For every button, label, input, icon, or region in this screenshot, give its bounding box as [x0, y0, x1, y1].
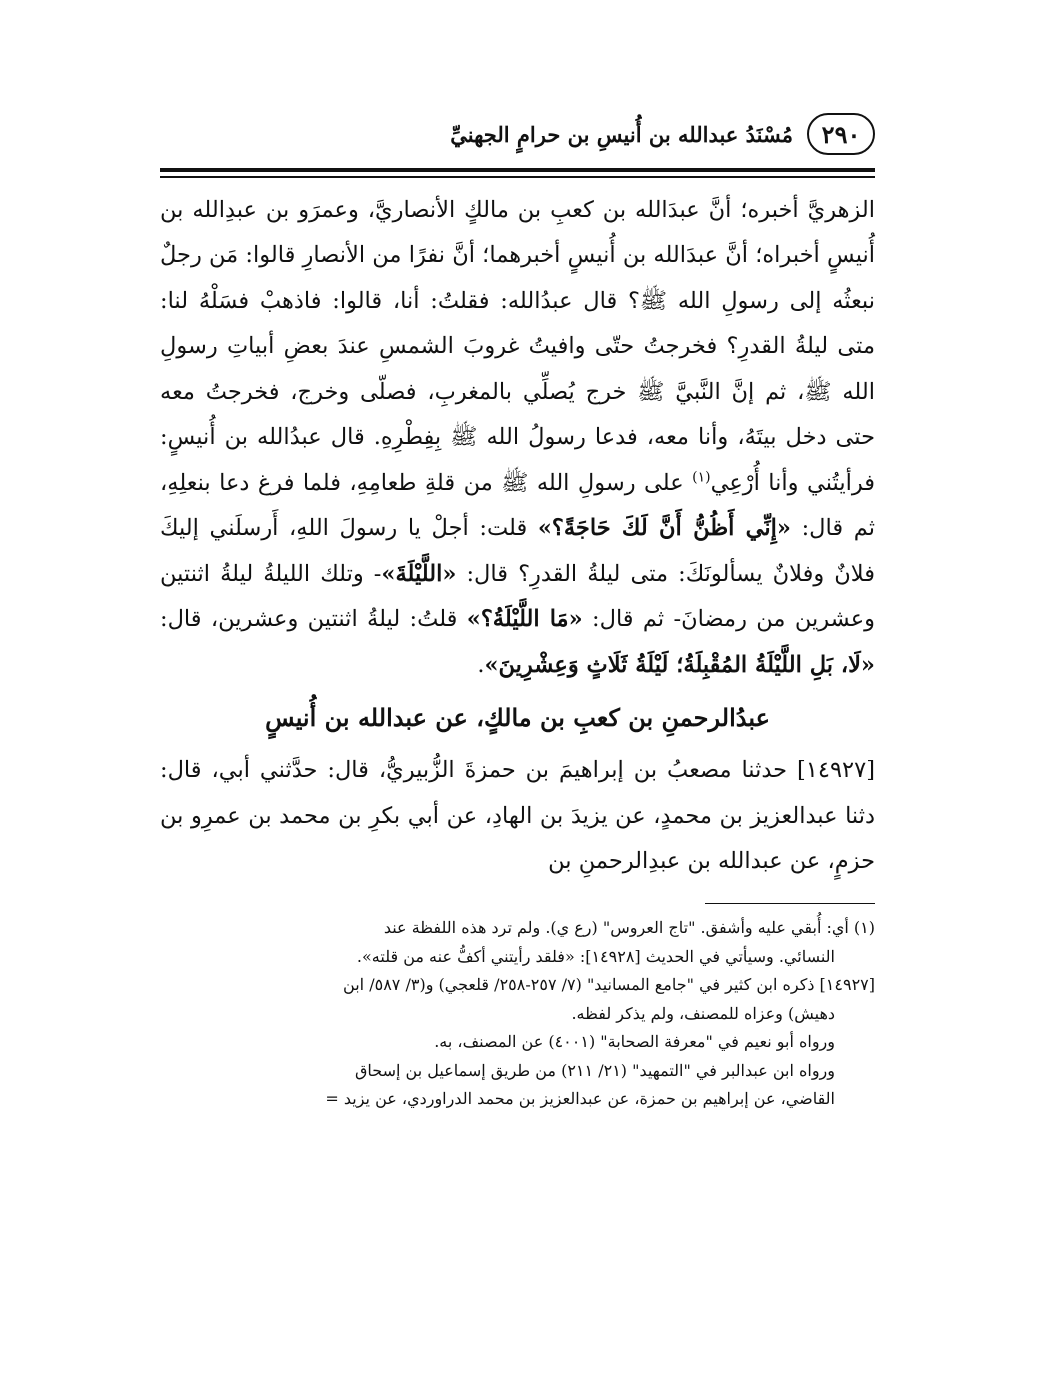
text-run: الزهريَّ أخبره؛ أنَّ عبدَالله بن كعبِ بن مالكٍ الأنصاريَّ، وعمرَو بن عبدِالله بن أُنيسٍ أخبراه؛ أنَّ عبدَالله بن أُنيسٍ أخبرهما؛ أنَّ نفرًا من الأنصارِ قالوا: مَن رجلٌ نبعثُه إلى رسولِ الله ﷺ؟ قال عبدُالله: فقلتُ: أنا، قالوا: فاذهبْ فسَلْهُ لنا: متى ليلةُ القدرِ؟ فخرجتُ حتّى وافيتُ غروبَ الشمسِ عندَ بعضِ أبياتِ رسولِ الله ﷺ، ثم إنَّ النَّبيَّ ﷺ خرج يُصلِّي بالمغربِ، فصلّى وخرج، فخرجتُ معه حتى دخل بيتَهُ، وأنا معه، فدعا رسولُ الله ﷺ بِفِطْرِهِ. قال عبدُالله بن أُنيسٍ: فرأيتُني وأنا أُرْعِي	[160, 196, 875, 496]
header-rule-thin	[160, 176, 875, 178]
footnote-1-line: النسائي. وسيأتي في الحديث [١٤٩٢٨]: «فلقد رأيتني أكفُّ عنه من قلته».	[356, 946, 835, 966]
footnote-14927-line: القاضي، عن إبراهيم بن حمزة، عن عبدالعزيز بن محمد الدراوردي، عن يزيد =	[325, 1089, 835, 1108]
page-header	[160, 110, 875, 158]
prophetic-quote-2: «اللَّيْلَةَ»	[381, 560, 457, 587]
prophetic-quote-4: «لَا، بَلِ اللَّيْلَةُ المُقْبِلَةُ؛ لَيْلَةُ ثَلَاثٍ وَعِشْرِينَ»	[484, 651, 875, 678]
footnotes	[160, 914, 875, 1114]
running-title: مُسْنَدُ عبدالله بن أُنيسِ بن حرامٍ الجهنيِّ	[450, 121, 793, 147]
text-run: - وتلك الليلةُ ليلةُ اثنتين وعشرين من رمضانَ- ثم قال:	[160, 560, 875, 632]
prophetic-quote-1: «إِنِّي أَظُنُّ أَنَّ لَكَ حَاجَةً؟»	[537, 515, 791, 541]
text-run: قلت: أجلْ يا رسولَ اللهِ، أَرسلَني إليكَ فلانٌ وفلانٌ يسألونَكَ: متى ليلةُ القدرِ؟ قال:	[160, 515, 875, 587]
footnote-14927-line: ورواه ابن عبدالبر في "التمهيد" (٢١/ ٢١١) من طريق إسماعيل بن إسحاق	[354, 1060, 835, 1080]
footnote-14927-line: دهيش) وعزاه للمصنف، ولم يذكر لفظه.	[571, 1003, 835, 1023]
footnote-separator	[705, 903, 875, 905]
text-run: قلتُ: ليلةُ اثنتين وعشرين، قال:	[160, 606, 467, 632]
footnote-14927-line: [١٤٩٢٧] ذكره ابن كثير في "جامع المسانيد" (٧/ ٢٥٧-٢٥٨/ قلعجي) و(٣/ ٥٨٧/ ابن	[343, 975, 875, 994]
header-rule-thick	[160, 168, 875, 172]
main-text	[160, 188, 875, 885]
section-heading: عبدُالرحمنِ بن كعبِ بن مالكٍ، عن عبدالله بن أُنيسٍ	[265, 703, 770, 732]
text-run: .	[477, 651, 485, 678]
footnote-14927-line: ورواه أبو نعيم في "معرفة الصحابة" (٤٠٠١) عن المصنف، به.	[434, 1032, 835, 1051]
paragraph-hadith-14927: [١٤٩٢٧] حدثنا مصعبُ بن إبراهيمَ بن حمزةَ الزُّبيريُّ، قال: حدَّثني أبي، قال: دثنا عبدالعزيز بن محمدٍ، عن يزيدَ بن الهادِ، عن أبي بكرِ بن محمد بن عمرِو بن حزمٍ، عن عبدالله بن عبدِالرحمنِ بن	[160, 757, 875, 874]
prophetic-quote-3: «مَا اللَّيْلَةُ؟»	[466, 606, 583, 632]
footnote-1-line: (١) أي: أُبقي عليه وأشفق. "تاج العروس" (رع ي). ولم ترد هذه اللفظة عند	[383, 918, 875, 937]
paragraph-hadith-text	[160, 188, 875, 689]
text-run: على رسولِ الله ﷺ من قلةِ طعامِهِ، فلما فرغ دعا بنعلِهِ، ثم قال:	[160, 469, 875, 541]
page-number: ٢٩٠	[807, 113, 875, 155]
page	[160, 110, 875, 1114]
footnote-ref-1[interactable]: (١)	[692, 469, 711, 485]
